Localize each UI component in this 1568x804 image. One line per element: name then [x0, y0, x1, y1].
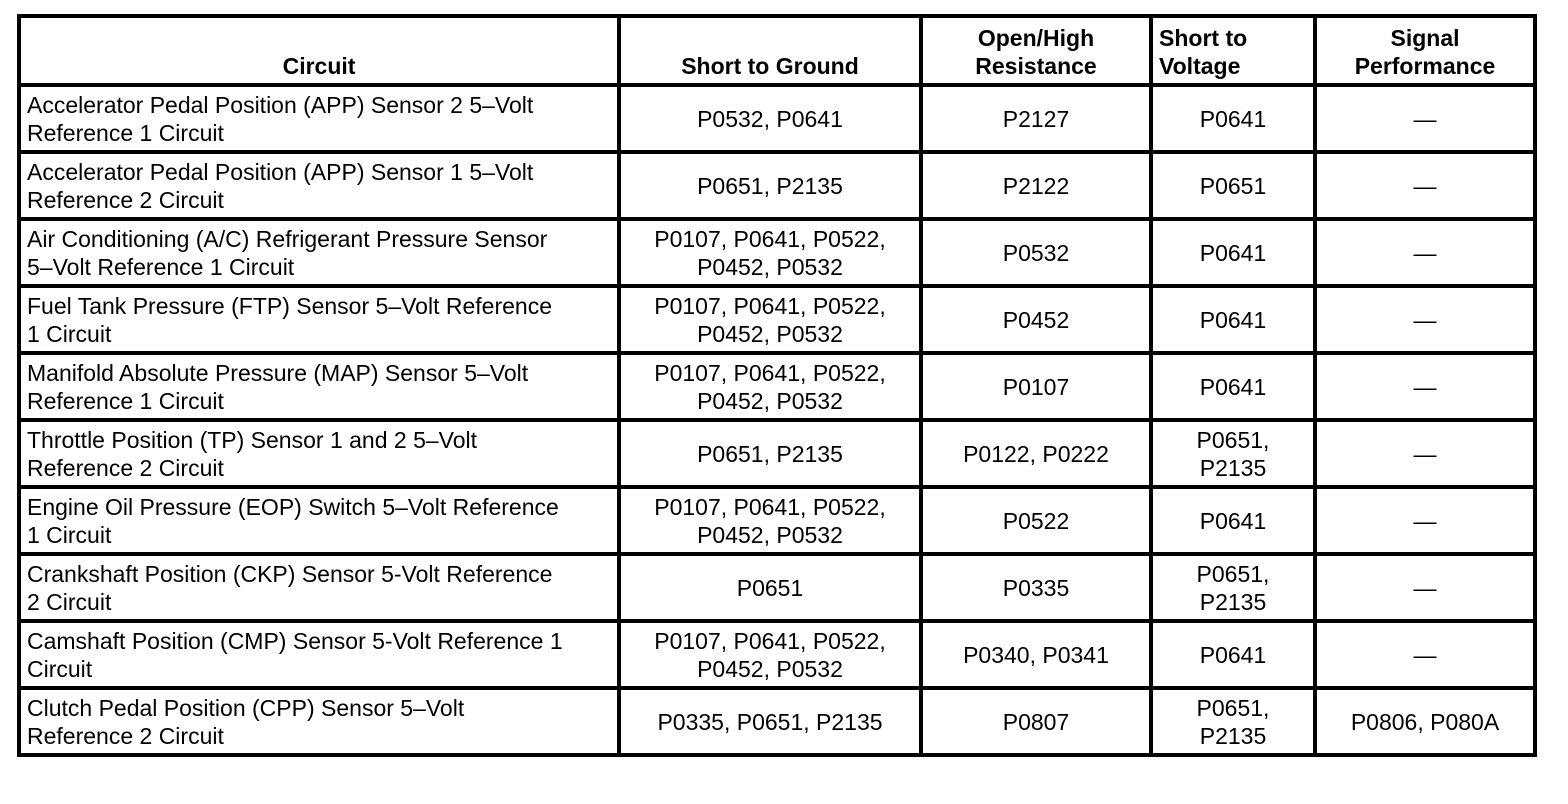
circuit-cell: Accelerator Pedal Position (APP) Sensor 2 5–Volt Reference 1 Circuit: [19, 85, 619, 152]
short-to-ground-cell: P0107, P0641, P0522, P0452, P0532: [619, 353, 921, 420]
circuit-cell: Air Conditioning (A/C) Refrigerant Pressure Sensor 5–Volt Reference 1 Circuit: [19, 219, 619, 286]
circuit-cell: Throttle Position (TP) Sensor 1 and 2 5–Volt Reference 2 Circuit: [19, 420, 619, 487]
table-row: [19, 219, 1535, 286]
circuit-cell: Clutch Pedal Position (CPP) Sensor 5–Volt Reference 2 Circuit: [19, 688, 619, 755]
circuit-dtc-table: [17, 14, 1537, 757]
open-high-resistance-cell: P0335: [921, 554, 1151, 621]
short-to-ground-cell: P0107, P0641, P0522, P0452, P0532: [619, 621, 921, 688]
header-short-to-ground: Short to Ground: [619, 16, 921, 85]
circuit-cell: Camshaft Position (CMP) Sensor 5-Volt Reference 1 Circuit: [19, 621, 619, 688]
short-to-ground-cell: P0651, P2135: [619, 420, 921, 487]
header-circuit: Circuit: [19, 16, 619, 85]
open-high-resistance-cell: P0522: [921, 487, 1151, 554]
open-high-resistance-cell: P0340, P0341: [921, 621, 1151, 688]
circuit-cell: Manifold Absolute Pressure (MAP) Sensor 5–Volt Reference 1 Circuit: [19, 353, 619, 420]
open-high-resistance-cell: P0807: [921, 688, 1151, 755]
signal-performance-cell: P0806, P080A: [1315, 688, 1535, 755]
table-row: [19, 152, 1535, 219]
short-to-voltage-cell: P0641: [1151, 353, 1315, 420]
circuit-cell: Fuel Tank Pressure (FTP) Sensor 5–Volt Reference 1 Circuit: [19, 286, 619, 353]
signal-performance-cell: —: [1315, 152, 1535, 219]
signal-performance-cell: —: [1315, 554, 1535, 621]
short-to-voltage-cell: P0641: [1151, 621, 1315, 688]
open-high-resistance-cell: P0452: [921, 286, 1151, 353]
short-to-ground-cell: P0651: [619, 554, 921, 621]
short-to-voltage-cell: P0641: [1151, 85, 1315, 152]
table-row: [19, 688, 1535, 755]
open-high-resistance-cell: P2127: [921, 85, 1151, 152]
short-to-ground-cell: P0651, P2135: [619, 152, 921, 219]
signal-performance-cell: —: [1315, 85, 1535, 152]
open-high-resistance-cell: P2122: [921, 152, 1151, 219]
short-to-ground-cell: P0107, P0641, P0522, P0452, P0532: [619, 487, 921, 554]
table-row: [19, 353, 1535, 420]
signal-performance-cell: —: [1315, 621, 1535, 688]
circuit-cell: Accelerator Pedal Position (APP) Sensor 1 5–Volt Reference 2 Circuit: [19, 152, 619, 219]
header-row: [19, 16, 1535, 85]
table-row: [19, 487, 1535, 554]
table-row: [19, 420, 1535, 487]
open-high-resistance-cell: P0107: [921, 353, 1151, 420]
short-to-ground-cell: P0335, P0651, P2135: [619, 688, 921, 755]
signal-performance-cell: —: [1315, 286, 1535, 353]
signal-performance-cell: —: [1315, 487, 1535, 554]
short-to-voltage-cell: P0641: [1151, 286, 1315, 353]
table-row: [19, 621, 1535, 688]
circuit-cell: Engine Oil Pressure (EOP) Switch 5–Volt Reference 1 Circuit: [19, 487, 619, 554]
signal-performance-cell: —: [1315, 353, 1535, 420]
header-signal-performance: Signal Performance: [1315, 16, 1535, 85]
short-to-voltage-cell: P0651, P2135: [1151, 554, 1315, 621]
short-to-ground-cell: P0107, P0641, P0522, P0452, P0532: [619, 219, 921, 286]
table-row: [19, 286, 1535, 353]
short-to-ground-cell: P0532, P0641: [619, 85, 921, 152]
short-to-voltage-cell: P0651, P2135: [1151, 688, 1315, 755]
circuit-cell: Crankshaft Position (CKP) Sensor 5-Volt Reference 2 Circuit: [19, 554, 619, 621]
open-high-resistance-cell: P0532: [921, 219, 1151, 286]
short-to-voltage-cell: P0641: [1151, 487, 1315, 554]
short-to-voltage-cell: P0651, P2135: [1151, 420, 1315, 487]
header-short-to-voltage: Short to Voltage: [1151, 16, 1315, 85]
signal-performance-cell: —: [1315, 420, 1535, 487]
header-open-high-resistance: Open/High Resistance: [921, 16, 1151, 85]
signal-performance-cell: —: [1315, 219, 1535, 286]
table-row: [19, 554, 1535, 621]
open-high-resistance-cell: P0122, P0222: [921, 420, 1151, 487]
short-to-ground-cell: P0107, P0641, P0522, P0452, P0532: [619, 286, 921, 353]
short-to-voltage-cell: P0651: [1151, 152, 1315, 219]
table-row: [19, 85, 1535, 152]
short-to-voltage-cell: P0641: [1151, 219, 1315, 286]
